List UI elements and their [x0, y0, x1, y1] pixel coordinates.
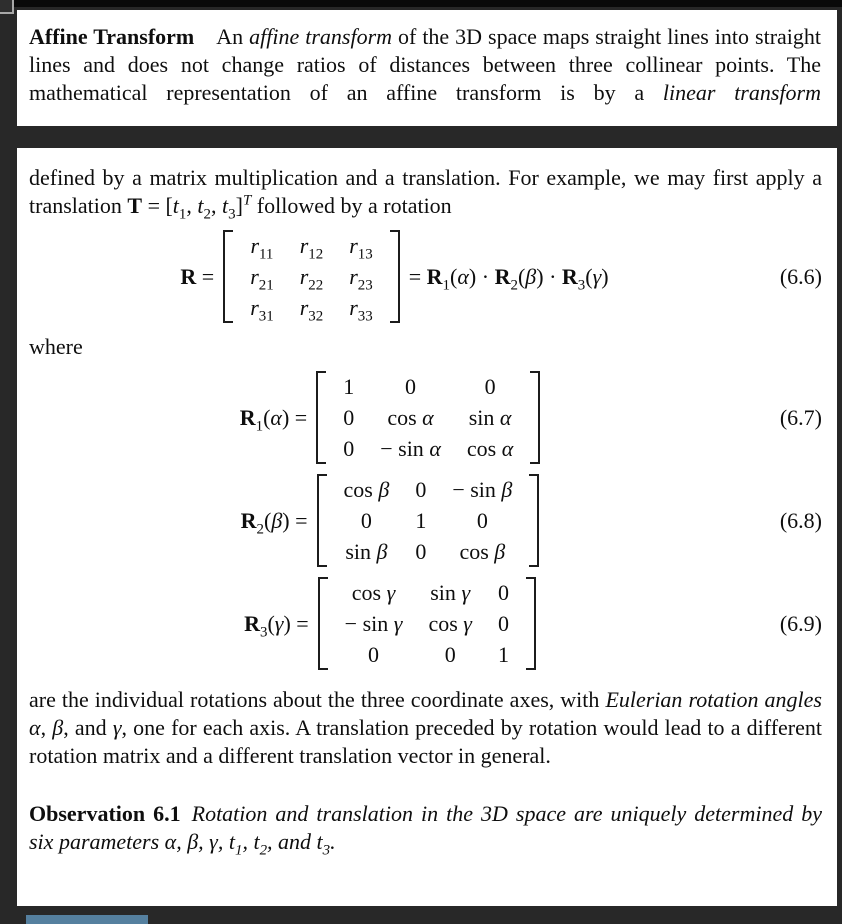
equation-6-8 — [29, 474, 822, 567]
matrix-cell: cos β — [459, 539, 506, 564]
equation-body — [29, 577, 760, 670]
equation-number: (6.8) — [779, 507, 822, 533]
matrix-cell: 0 — [415, 539, 427, 564]
matrix-cell: $r_{23}$ — [349, 264, 373, 294]
equation-lhs: $R_2(\beta)$ = — [240, 507, 308, 537]
matrix-cell: 0 — [360, 508, 372, 533]
matrix-cell: cos γ — [428, 611, 472, 636]
matrix-left-bracket — [318, 577, 328, 670]
equation-number: (6.6) — [779, 263, 822, 289]
matrix-cells — [328, 577, 526, 670]
equation-lhs: R = — [180, 263, 215, 289]
matrix-right-bracket — [529, 474, 539, 567]
matrix-cell: $r_{11}$ — [250, 233, 274, 263]
matrix-cell: $r_{21}$ — [250, 264, 274, 294]
matrix-cell: sin α — [468, 405, 512, 430]
content-panel — [17, 148, 837, 906]
rotation-matrix — [223, 230, 400, 323]
matrix-cell: 0 — [476, 508, 488, 533]
matrix-cell: 1 — [343, 374, 355, 399]
matrix-right-bracket — [526, 577, 536, 670]
rotation-matrix-r1 — [316, 371, 540, 464]
matrix-cell: $r_{31}$ — [250, 295, 274, 325]
observation-paragraph: Observation 6.1 Rotation and translation in the 3D space are uniquely determined by six parameters α, β, γ, $t_1$, $t_2$, and $t_3$. — [29, 801, 822, 859]
equation-body — [29, 371, 760, 464]
matrix-cell: cos γ — [351, 580, 396, 605]
equation-rhs: = $R_1(\alpha) \cdot R_2(\beta) \cdot R_3(\gamma)$ — [408, 263, 609, 293]
matrix-cell: cos α — [466, 436, 514, 461]
matrix-cell: sin γ — [430, 580, 471, 605]
taskbar-fragment — [26, 915, 148, 924]
matrix-cell: cos β — [343, 477, 390, 502]
matrix-cell: − sin β — [452, 477, 513, 502]
matrix-cell: $r_{12}$ — [299, 233, 324, 263]
intro-panel — [17, 10, 837, 126]
matrix-cell: 1 — [497, 642, 509, 667]
matrix-cell: 0 — [368, 642, 380, 667]
matrix-cell: $r_{32}$ — [299, 295, 324, 325]
matrix-cell: 0 — [444, 642, 456, 667]
matrix-cell: 0 — [415, 477, 427, 502]
paragraph-rotations: are the individual rotations about the three coordinate axes, with Eulerian rotation angles α, β, and γ, one for each axis. A translation preceded by rotation would lead to a different rotation matrix and a different translation vector in general. — [29, 687, 822, 768]
matrix-cells — [326, 371, 530, 464]
equation-number: (6.7) — [779, 404, 822, 430]
matrix-cell: $r_{22}$ — [299, 264, 324, 294]
matrix-cell: 0 — [343, 436, 355, 461]
window-top-edge — [0, 0, 842, 7]
intro-paragraph: Affine Transform An affine transform of the 3D space maps straight lines into straight lines and does not change ratios of distances between three collinear points. The mathematical representation of an affine transform is by a linear transform — [29, 24, 822, 105]
matrix-left-bracket — [223, 230, 233, 323]
matrix-left-bracket — [317, 474, 327, 567]
matrix-cell: 1 — [415, 508, 427, 533]
where-label: where — [29, 334, 83, 359]
equation-body — [29, 230, 760, 323]
equation-lhs: $R_3(\gamma)$ = — [244, 610, 309, 640]
matrix-cell: $r_{13}$ — [349, 233, 373, 263]
equation-6-7 — [29, 371, 822, 464]
matrix-right-bracket — [390, 230, 400, 323]
matrix-cells — [233, 230, 390, 323]
matrix-cell: − sin γ — [344, 611, 403, 636]
matrix-left-bracket — [316, 371, 326, 464]
equation-number: (6.9) — [779, 610, 822, 636]
equation-6-9 — [29, 577, 822, 670]
matrix-cells — [327, 474, 530, 567]
equation-6-6 — [29, 230, 822, 323]
matrix-cell: 0 — [497, 611, 509, 636]
equation-lhs: $R_1(\alpha)$ = — [239, 404, 308, 434]
matrix-cell: 0 — [405, 374, 417, 399]
matrix-cell: 0 — [343, 405, 355, 430]
equation-body — [29, 474, 760, 567]
matrix-cell: sin β — [345, 539, 388, 564]
scrollbar-corner — [0, 0, 14, 14]
matrix-cell: 0 — [484, 374, 496, 399]
rotation-matrix-r3 — [318, 577, 536, 670]
matrix-cell: $r_{33}$ — [349, 295, 373, 325]
paragraph-translation: defined by a matrix multiplication and a translation. For example, we may first apply a translation $T = [t_1$, $t_2$, $t_3]^T$ followed by a rotation — [29, 165, 822, 223]
rotation-matrix-r2 — [317, 474, 540, 567]
matrix-cell: − sin α — [380, 436, 441, 461]
matrix-right-bracket — [530, 371, 540, 464]
matrix-cell: cos α — [387, 405, 434, 430]
matrix-cell: 0 — [497, 580, 509, 605]
